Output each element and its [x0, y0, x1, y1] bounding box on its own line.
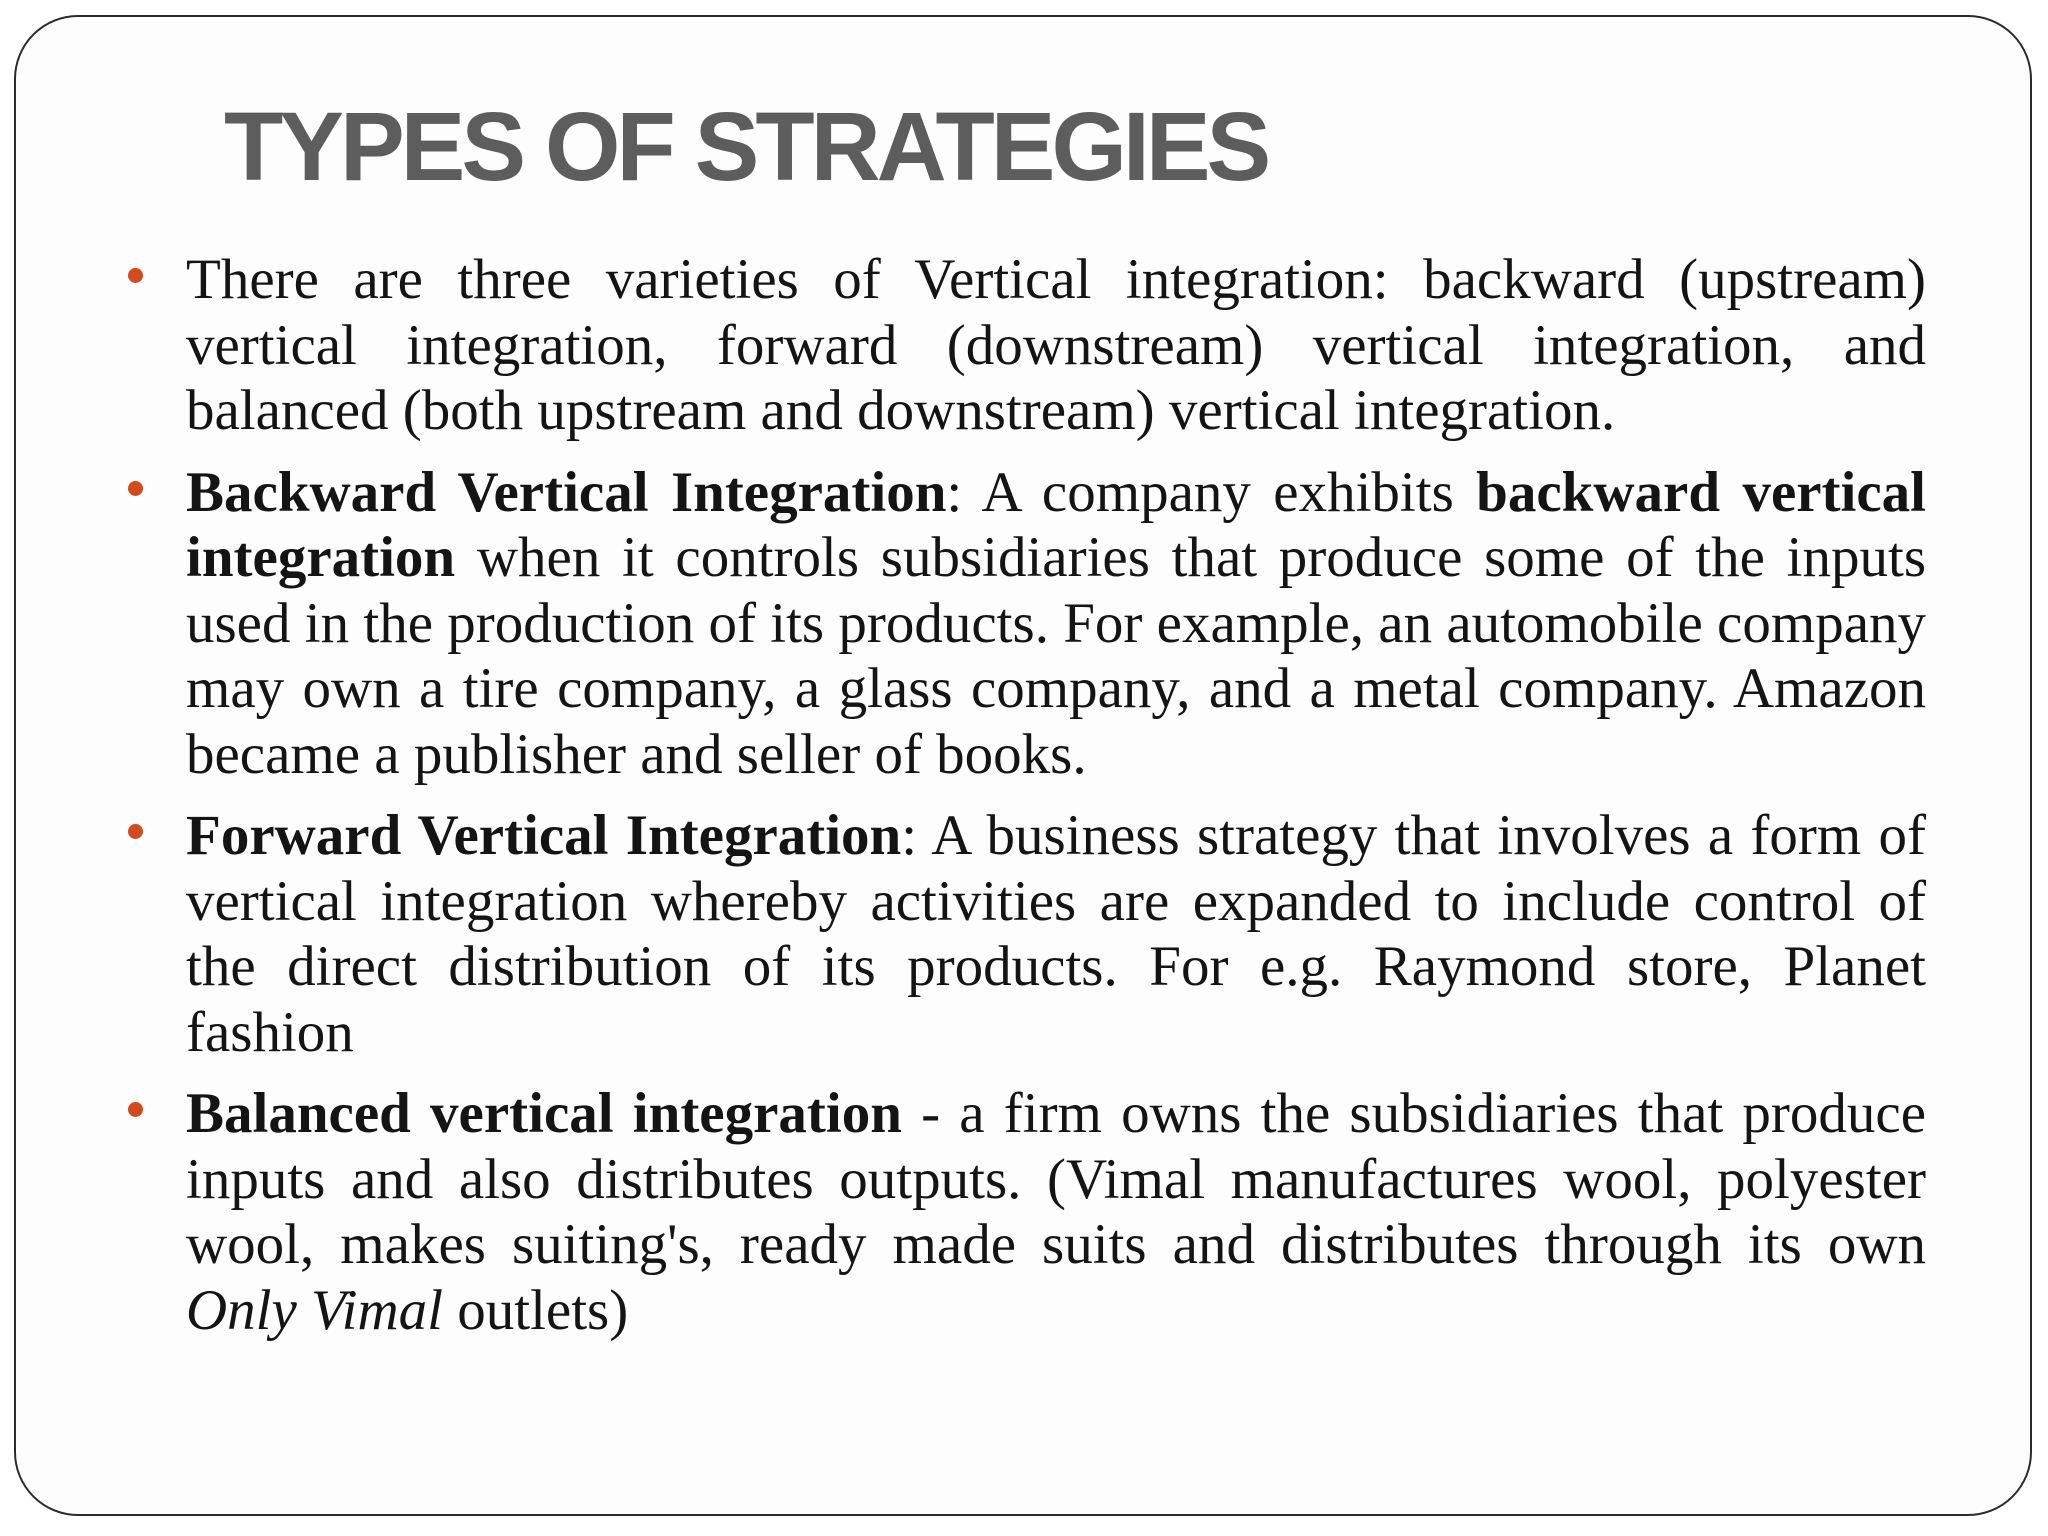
- bullet-emphasis: Only Vimal: [186, 1278, 443, 1342]
- bullet-text: : A business strategy that involves a form of vertical integration whereby activities are expanded to include control of the direct distribution of its products. For e.g. Raymond store, Planet fashion: [186, 804, 1926, 1064]
- bullet-item-vertical-integration-varieties: [186, 247, 1926, 444]
- bullet-term-inline: backward vertical integration: [186, 460, 1926, 589]
- bullet-term: Balanced vertical integration: [186, 1082, 902, 1145]
- bullet-text: - a firm owns the subsidiaries that produce inputs and also distributes outputs. (Vimal manufactures wool, polyester wool, makes suiting's, ready made suits and distributes through its own: [186, 1082, 1926, 1276]
- bullet-item-balanced-integration: [186, 1081, 1926, 1343]
- bullet-dot-icon: [128, 268, 143, 283]
- slide-title: TYPES OF STRATEGIES: [224, 92, 1268, 201]
- bullet-term: Forward Vertical Integration: [186, 804, 902, 867]
- bullet-text: There are three varieties of Vertical integration: backward (upstream) vertical integration, forward (downstream) vertical integration, and balanced (both upstream and downstream) vertical integration.: [186, 248, 1926, 442]
- bullet-separator-text: : A company exhibits: [946, 460, 1477, 524]
- bullet-item-forward-integration: [186, 803, 1926, 1065]
- bullet-dot-icon: [128, 824, 143, 839]
- bullet-text: when it controls subsidiaries that produce some of the inputs used in the production of its products. For example, an automobile company may own a tire company, a glass company, and a metal company. Amazon became a publisher and seller of books.: [186, 526, 1926, 786]
- bullet-dot-icon: [128, 1102, 143, 1117]
- bullet-dot-icon: [128, 481, 143, 496]
- bullet-tail-text: outlets): [442, 1278, 629, 1342]
- bullet-list: [186, 247, 1926, 1359]
- bullet-term: Backward Vertical Integration: [186, 460, 947, 524]
- bullet-item-backward-integration: [186, 460, 1926, 788]
